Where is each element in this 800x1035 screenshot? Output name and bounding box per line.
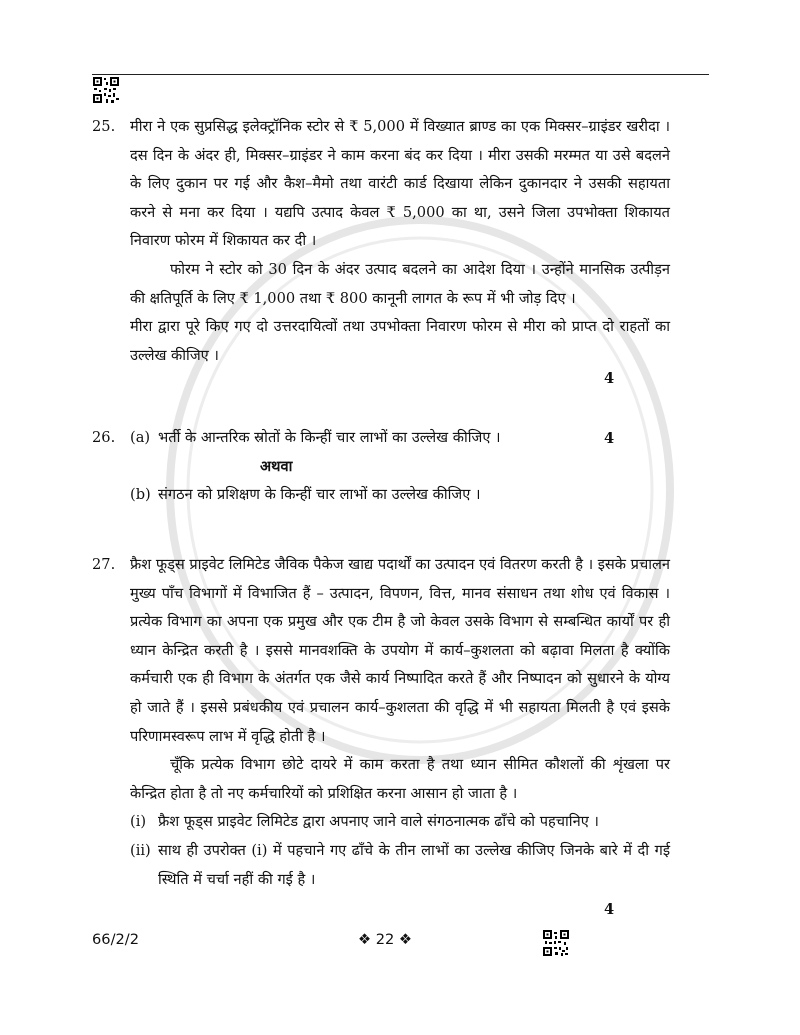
- paper-code: 66/2/2: [92, 931, 139, 948]
- question-number: 27.: [92, 556, 116, 573]
- question-25: [92, 113, 712, 370]
- sub-question-text: साथ ही उपरोक्त (i) में पहचाने गए ढाँचे के तीन लाभों का उल्लेख कीजिए जिनके बारे में दी गई स्थिति में चर्चा नहीं की गई है ।: [158, 841, 670, 888]
- sub-question-i: [130, 808, 670, 837]
- sub-question-label: (b): [130, 486, 151, 504]
- marks-label: 4: [604, 901, 615, 918]
- question-number: 25.: [92, 118, 116, 135]
- question-27: [92, 551, 712, 894]
- header-rule: [92, 74, 709, 75]
- sub-question-label: (ii): [130, 841, 151, 859]
- sub-question-b: [130, 481, 670, 510]
- question-number: 26.: [92, 429, 116, 446]
- qr-code-icon: [542, 929, 570, 957]
- sub-question-text: भर्ती के आन्तरिक स्रोतों के किन्हीं चार लाभों का उल्लेख कीजिए ।: [158, 429, 501, 446]
- or-separator: अथवा: [260, 457, 293, 475]
- sub-question-ii: [130, 837, 670, 894]
- question-26: [92, 424, 712, 510]
- marks-label: 4: [604, 430, 615, 447]
- question-paragraph: मीरा ने एक सुप्रसिद्ध इलेक्ट्रॉनिक स्टोर से ₹ 5,000 में विख्यात ब्राण्ड का एक मिक्सर–ग्राइंडर खरीदा । दस दिन के अंदर ही, मिक्सर–ग्राइंडर ने काम करना बंद कर दिया । मीरा उसकी मरम्मत या उसे बदलने के लिए दुकान पर गई और कैश–मैमो तथा वारंटी कार्ड दिखाया लेकिन दुकानदार ने उसकी सहायता करने से मना कर दिया । यद्यपि उत्पाद केवल ₹ 5,000 का था, उसने जिला उपभोक्ता शिकायत निवारण फोरम में शिकायत कर दी ।: [130, 118, 670, 250]
- sub-question-text: संगठन को प्रशिक्षण के किन्हीं चार लाभों का उल्लेख कीजिए ।: [158, 486, 481, 504]
- question-paragraph: मीरा द्वारा पूरे किए गए दो उत्तरदायित्वों तथा उपभोक्ता निवारण फोरम से मीरा को प्राप्त दो राहतों का उल्लेख कीजिए ।: [130, 318, 670, 364]
- question-paragraph: फोरम ने स्टोर को 30 दिन के अंदर उत्पाद बदलने का आदेश दिया । उन्होंने मानसिक उत्पीड़न की क्षतिपूर्ति के लिए ₹ 1,000 तथा ₹ 800 कानूनी लागत के रूप में भी जोड़ दिए ।: [130, 260, 670, 307]
- page-number: ❖ 22 ❖: [358, 931, 413, 948]
- sub-question-text: फ्रैश फूड्स प्राइवेट लिमिटेड द्वारा अपनाए जाने वाले संगठनात्मक ढाँचे को पहचानिए ।: [158, 813, 599, 831]
- sub-question-label: (i): [130, 813, 147, 831]
- sub-question-a: [130, 424, 670, 453]
- qr-code-icon: [92, 76, 120, 104]
- marks-label: 4: [604, 370, 615, 387]
- sub-question-label: (a): [130, 429, 151, 446]
- question-paragraph: फ्रैश फूड्स प्राइवेट लिमिटेड जैविक पैकेज खाद्य पदार्थों का उत्पादन एवं वितरण करती है । इसके प्रचालन मुख्य पाँच विभागों में विभाजित हैं – उत्पादन, विपणन, वित्त, मानव संसाधन तथा शोध एवं विकास । प्रत्येक विभाग का अपना एक प्रमुख और एक टीम है जो केवल उसके विभाग से सम्बन्धित कार्यों पर ही ध्यान केन्द्रित करती है । इससे मानवशक्ति के उपयोग में कार्य–कुशलता को बढ़ावा मिलता है क्योंकि कर्मचारी एक ही विभाग के अंतर्गत एक जैसे कार्य निष्पादित करते हैं और निष्पादन को सुधारने के योग्य हो जाते हैं । इससे प्रबंधकीय एवं प्रचालन कार्य–कुशलता की वृद्धि में भी सहायता मिलती है एवं इसके परिणामस्वरूप लाभ में वृद्धि होती है ।: [130, 556, 670, 745]
- question-paragraph: चूँकि प्रत्येक विभाग छोटे दायरे में काम करता है तथा ध्यान सीमित कौशलों की शृंखला पर केन्द्रित होता है तो नए कर्मचारियों को प्रशिक्षित करना आसान हो जाता है ।: [130, 756, 670, 802]
